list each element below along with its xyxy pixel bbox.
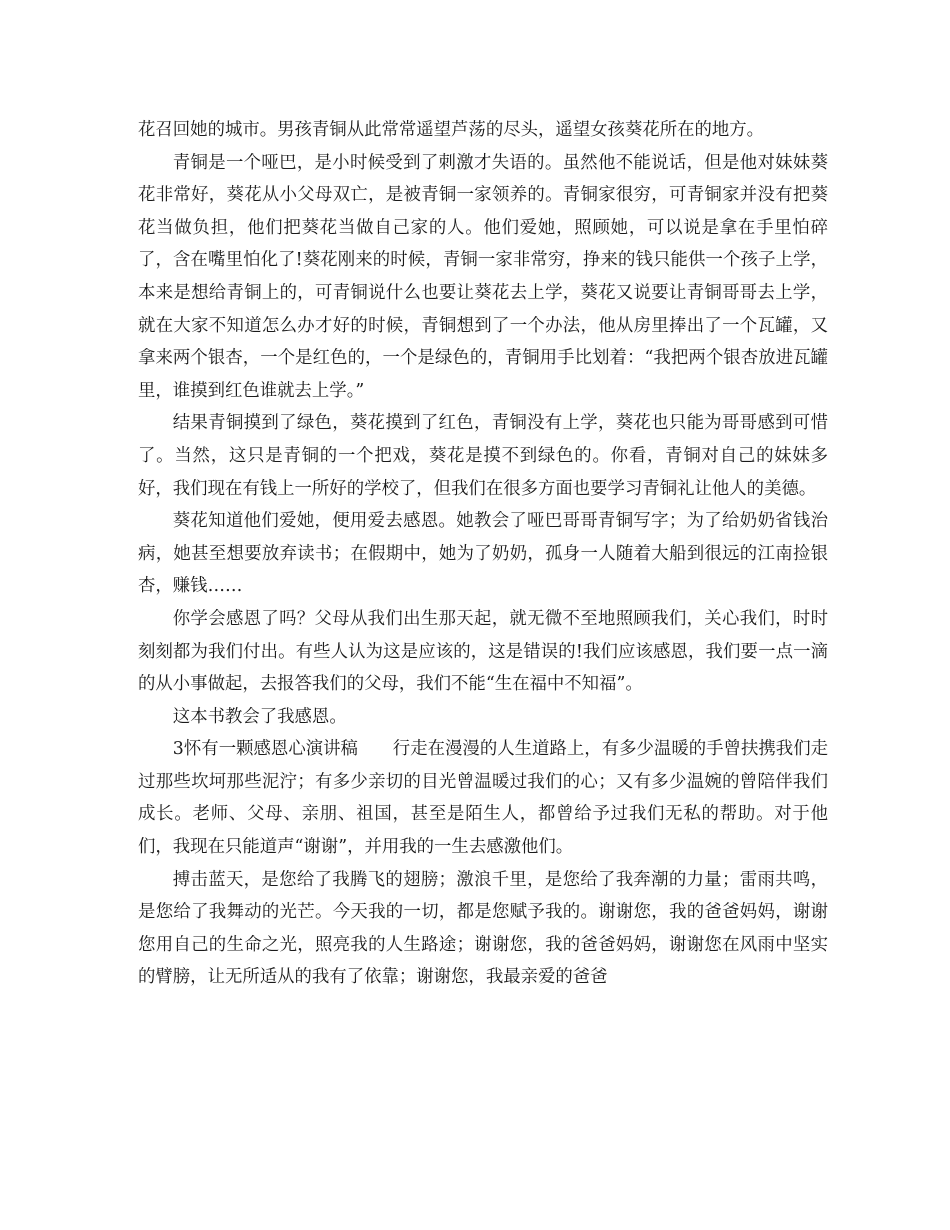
paragraph-book-taught: 这本书教会了我感恩。 [172, 706, 347, 727]
paragraph-speech-intro: 3怀有一颗感恩心演讲稿 行走在漫漫的人生道路上，有多少温暖的手曾扶携我们走过那些坎坷那些泥泞；有多少亲切的目光曾温暖过我们的心；又有多少温婉的曾陪伴我们成长。老师、父母、亲朋、祖国，甚至是陌生人，都曾给予过我们无私的帮助。对于他们，我现在只能道声“谢谢”，并用我的一生去感激他们。 [138, 739, 828, 858]
paragraph-ginkgo-result: 结果青铜摸到了绿色，葵花摸到了红色，青铜没有上学，葵花也只能为哥哥感到可惜了。当然，这只是青铜的一个把戏，葵花是摸不到绿色的。你看，青铜对自己的妹妹多好，我们现在有钱上一所好的学校了，但我们在很多方面也要学习青铜礼让他人的美德。 [138, 413, 828, 499]
paragraph-learn-gratitude: 你学会感恩了吗？父母从我们出生那天起，就无微不至地照顾我们，关心我们，时时刻刻都为我们付出。有些人认为这是应该的，这是错误的!我们应该感恩，我们要一点一滴的从小事做起，去报答我们的父母，我们不能“生在福中不知福”。 [138, 608, 828, 695]
paragraph-continuation: 花召回她的城市。男孩青铜从此常常遥望芦荡的尽头，遥望女孩葵花所在的地方。 [138, 120, 765, 140]
paragraph-thank-parents: 搏击蓝天，是您给了我腾飞的翅膀；激浪千里，是您给了我奔潮的力量；雷雨共鸣，是您给了我舞动的光芒。今天我的一切，都是您赋予我的。谢谢您，我的爸爸妈妈，谢谢您用自己的生命之光，照亮我的人生路途；谢谢您，我的爸爸妈妈，谢谢您在风雨中坚实的臂膀，让无所适从的我有了依靠；谢谢您，我最亲爱的爸爸 [138, 869, 828, 988]
paragraph-qingtong-mute: 青铜是一个哑巴，是小时候受到了刺激才失语的。虽然他不能说话，但是他对妹妹葵花非常好，葵花从小父母双亡，是被青铜一家领养的。青铜家很穷，可青铜家并没有把葵花当做负担，他们把葵花当做自己家的人。他们爱她，照顾她，可以说是拿在手里怕碎了，含在嘴里怕化了!葵花刚来的时候，青铜一家非常穷，挣来的钱只能供一个孩子上学，本来是想给青铜上的，可青铜说什么也要让葵花去上学，葵花又说要让青铜哥哥去上学，就在大家不知道怎么办才好的时候，青铜想到了一个办法，他从房里捧出了一个瓦罐，又拿来两个银杏，一个是红色的，一个是绿色的，青铜用手比划着：“我把两个银杏放进瓦罐里，谁摸到红色谁就去上学。” [138, 152, 828, 401]
paragraph-kuihua-gratitude: 葵花知道他们爱她，便用爱去感恩。她教会了哑巴哥哥青铜写字；为了给奶奶省钱治病，她甚至想要放弃读书；在假期中，她为了奶奶，孤身一人随着大船到很远的江南捡银杏，赚钱…… [138, 511, 828, 597]
document-body [138, 114, 828, 994]
